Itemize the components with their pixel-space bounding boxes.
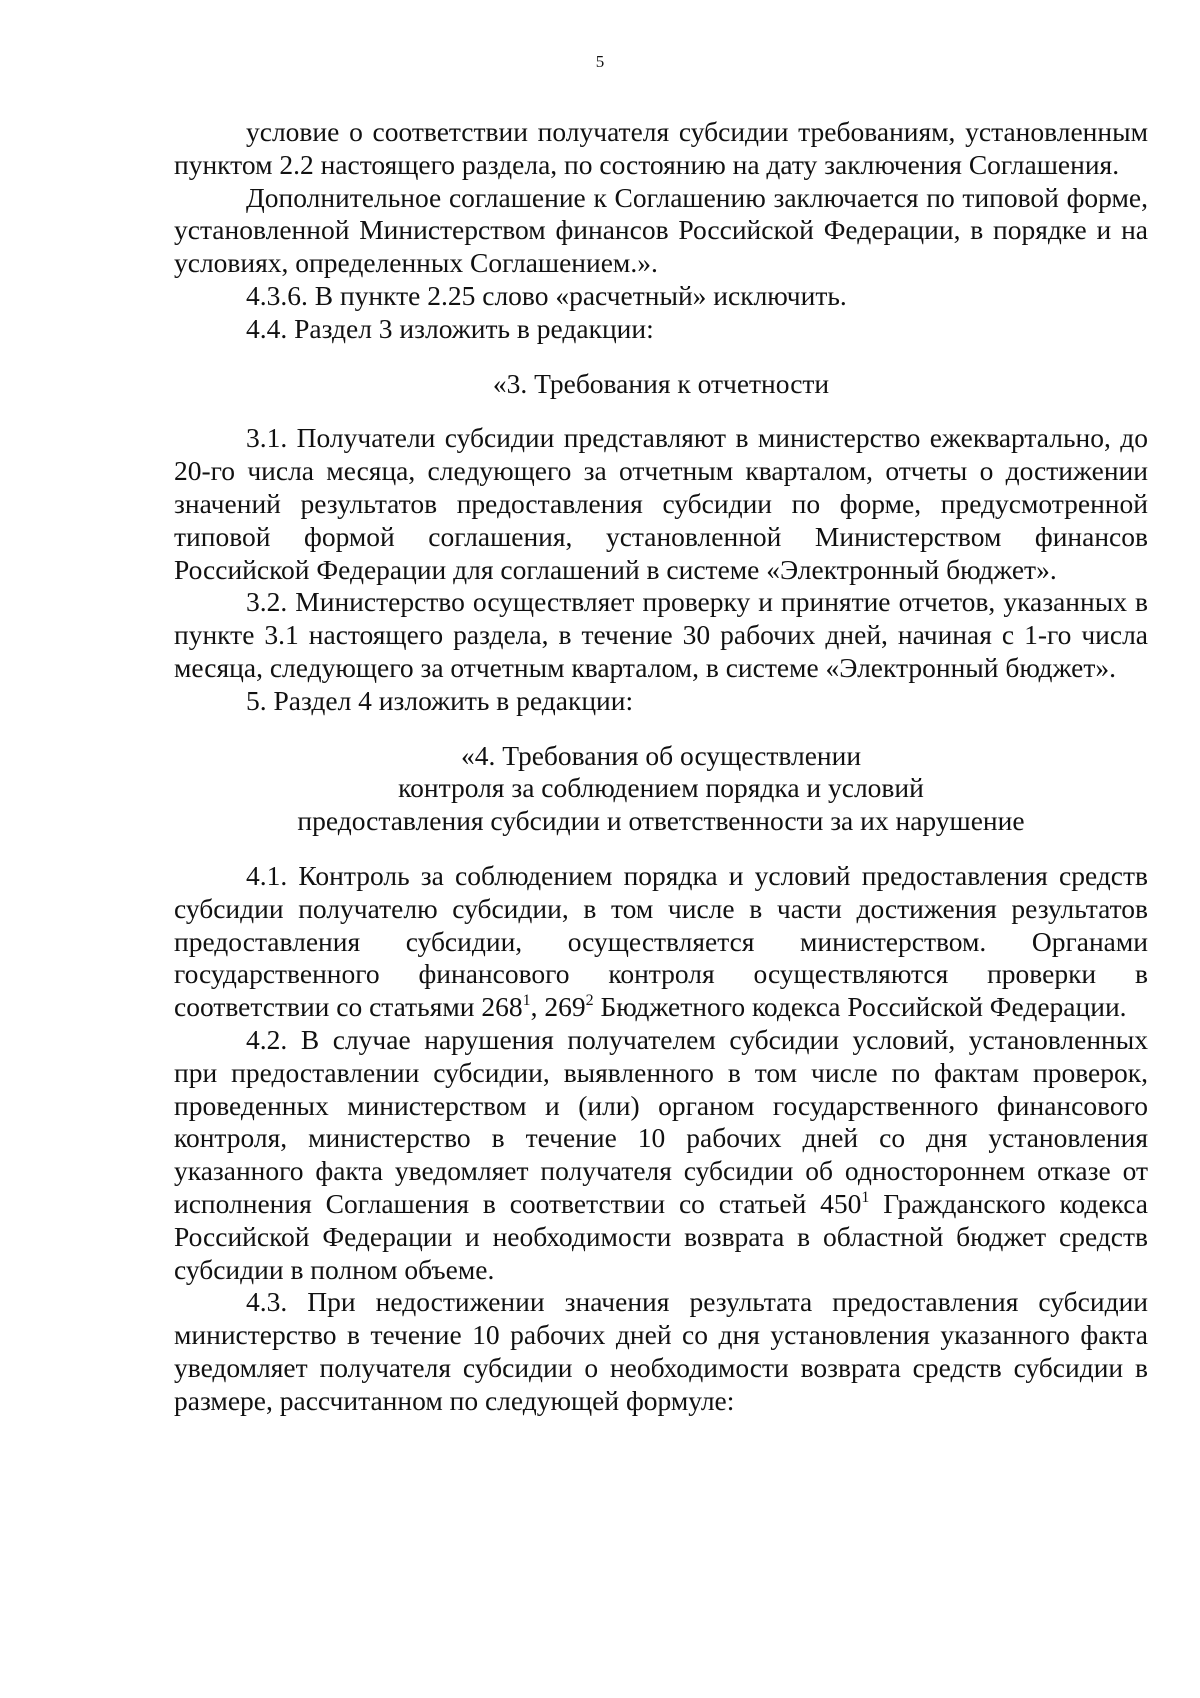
paragraph-4-1-text-a: 4.1. Контроль за соблюдением порядка и условий предоставления средств субсидии получателю субсидии, в том числе в части достижения результатов предоставления субсидии, осуществляется министерством. Органами государственного финансового контроля осуществляются проверки в соответствии со статьями 268 [174,859,1148,1023]
paragraph-3-2: 3.2. Министерство осуществляет проверку и принятие отчетов, указанных в пункте 3.1 настоящего раздела, в течение 30 рабочих дней, начиная с 1-го числа месяца, следующего за отчетным кварталом, в системе «Электронный бюджет». [174,586,1148,683]
footnote-sup: 2 [585,991,594,1009]
section-3-heading: «3. Требования к отчетности [492,367,830,399]
footnote-sup: 1 [522,991,531,1009]
paragraph-4-3-6: 4.3.6. В пункте 2.25 слово «расчетный» исключить. [246,279,847,311]
paragraph-4-2-text-b: Гражданского кодекса Российской Федерации и необходимости возврата в областной бюджет средств субсидии в полном объеме. [174,1187,1148,1285]
section-4-heading-line-3: предоставления субсидии и ответственности за их нарушение [297,805,1025,837]
footnote-sup: 1 [861,1188,870,1206]
document-body [174,116,1148,1417]
paragraph-3-1: 3.1. Получатели субсидии представляют в министерство ежеквартально, до 20-го числа месяца, следующего за отчетным кварталом, отчеты о достижении значений результатов предоставления субсидии по форме, предусмотренной типовой формой соглашения, установленной Министерством финансов Российской Федерации для соглашений в системе «Электронный бюджет». [174,422,1148,585]
paragraph-4-1-text-b: , 269 [530,991,586,1023]
paragraph-4-1 [174,860,1148,1024]
paragraph-4-4: 4.4. Раздел 3 изложить в редакции: [246,312,654,344]
section-4-heading-line-2: контроля за соблюдением порядка и условий [398,772,924,804]
paragraph-4-3: 4.3. При недостижении значения результата предоставления субсидии министерство в течение 10 рабочих дней со дня установления указанного факта уведомляет получателя субсидии о необходимости возврата средств субсидии в размере, рассчитанном по следующей формуле: [174,1286,1148,1416]
paragraph-condition: условие о соответствии получателя субсидии требованиям, установленным пунктом 2.2 настоящего раздела, по состоянию на дату заключения Соглашения. [174,116,1148,180]
paragraph-5: 5. Раздел 4 изложить в редакции: [246,684,634,716]
paragraph-4-2-text-a: 4.2. В случае нарушения получателем субсидии условий, установленных при предоставлении субсидии, выявленного в том числе по фактам проверок, проведенных министерством и (или) органом государственного финансового контроля, министерство в течение 10 рабочих дней со дня установления указанного факта уведомляет получателя субсидии об одностороннем отказе от исполнения Соглашения в соответствии со статьей 450 [174,1023,1148,1219]
section-4-heading [174,740,1148,838]
paragraph-4-2 [174,1024,1148,1286]
paragraph-additional-agreement: Дополнительное соглашение к Соглашению заключается по типовой форме, установленной Министерством финансов Российской Федерации, в порядке и на условиях, определенных Соглашением.». [174,181,1148,279]
page-number: 5 [595,52,605,71]
paragraph-4-1-text-c: Бюджетного кодекса Российской Федерации. [593,991,1127,1023]
section-4-heading-line-1: «4. Требования об осуществлении [460,739,862,771]
